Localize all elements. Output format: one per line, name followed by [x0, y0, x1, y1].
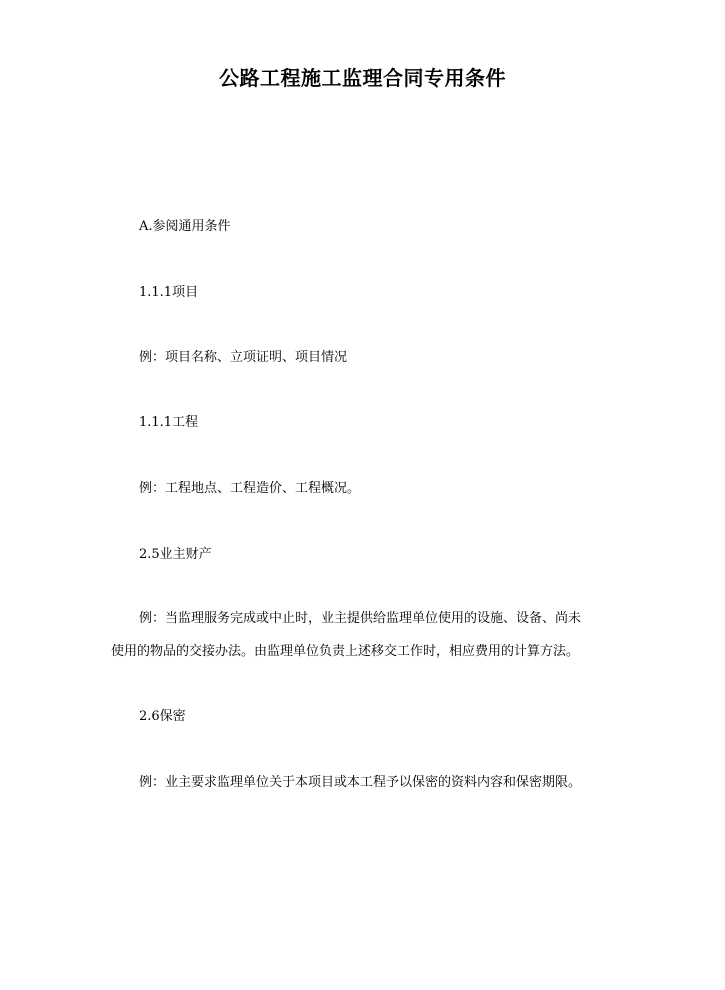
- example-project: 例：项目名称、立项证明、项目情况: [139, 350, 348, 365]
- example-works: 例：工程地点、工程造价、工程概况。: [139, 481, 361, 496]
- example-owner-property-line-1: 例：当监理服务完成或中止时，业主提供给监理单位使用的设施、设备、尚未: [139, 611, 582, 626]
- section-1-1-1-project: 1.1.1项目: [139, 285, 199, 300]
- section-reference-general-conditions: A.参阅通用条件: [139, 219, 231, 234]
- document-title: 公路工程施工监理合同专用条件: [219, 66, 506, 90]
- example-confidentiality: 例：业主要求监理单位关于本项目或本工程予以保密的资料内容和保密期限。: [139, 775, 582, 790]
- section-2-6-confidentiality: 2.6保密: [139, 709, 186, 724]
- section-2-5-owner-property: 2.5业主财产: [139, 547, 212, 562]
- section-1-1-1-works: 1.1.1工程: [139, 415, 199, 430]
- example-owner-property-line-2: 使用的物品的交接办法。由监理单位负责上述移交工作时，相应费用的计算方法。: [111, 644, 580, 659]
